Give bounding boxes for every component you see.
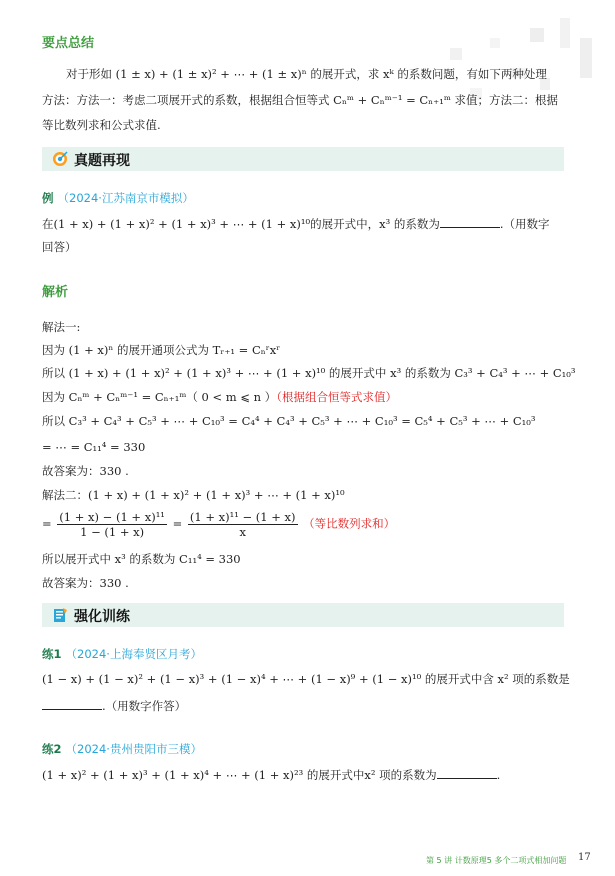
- summary-paragraph-line-1: 对于形如 (1 ± x) + (1 ± x)² + ⋯ + (1 ± x)ⁿ 的展开式，求 xᵏ 的系数问题，有如下两种处理: [66, 67, 547, 81]
- equals-sign: =: [42, 516, 52, 531]
- summary-paragraph-line-2: 方法：方法一：考虑二项展开式的系数，根据组合恒等式 Cₙᵐ + Cₙᵐ⁻¹ = Cₙ₊₁ᵐ 求值；方法二：根据: [42, 93, 559, 107]
- practice-1-question-line-2: [42, 698, 186, 714]
- footer-chapter-title: 第 5 讲 计数原理5 多个二项式相加问题: [426, 856, 567, 865]
- answer-blank[interactable]: [440, 216, 500, 228]
- answer-blank[interactable]: [437, 767, 497, 779]
- fraction-2: [188, 510, 298, 539]
- identity-text: 因为 Cₙᵐ + Cₙᵐ⁻¹ = Cₙ₊₁ᵐ（ 0 < m ⩽ n ）: [42, 390, 277, 404]
- practice-2-heading: [42, 741, 202, 757]
- practice-2-question-text: (1 + x)² + (1 + x)³ + (1 + x)⁴ + ⋯ + (1 + x)²³ 的展开式中x² 项的系数为: [42, 768, 437, 782]
- solution-line-5: 所以 C₃³ + C₄³ + C₅³ + ⋯ + C₁₀³ = C₄⁴ + C₄³ + C₅³ + ⋯ + C₁₀³ = C₅⁴ + C₅³ + ⋯ + C₁₀³: [42, 414, 536, 428]
- solution-line-3: 所以 (1 + x) + (1 + x)² + (1 + x)³ + ⋯ + (1 + x)¹⁰ 的展开式中 x³ 的系数为 C₃³ + C₄³ + ⋯ + C₁₀³: [42, 366, 576, 380]
- practice-1-question-line-1: (1 − x) + (1 − x)² + (1 − x)³ + (1 − x)⁴ + ⋯ + (1 − x)⁹ + (1 − x)¹⁰ 的展开式中含 x² 项的系数是: [42, 672, 570, 686]
- practice-2-source: （2024·贵州贵阳市三模）: [65, 742, 202, 756]
- solution-line-8: 解法二：(1 + x) + (1 + x)² + (1 + x)³ + ⋯ + (1 + x)¹⁰: [42, 488, 345, 502]
- practice-1-source: （2024·上海奉贤区月考）: [65, 647, 202, 661]
- practice-1-heading: [42, 646, 202, 662]
- example-question-end: .（用数字: [499, 217, 550, 231]
- page-number: 17: [578, 852, 591, 863]
- solution-line-1: 解法一:: [42, 320, 81, 334]
- summary-paragraph-line-3: 等比数列求和公式求值.: [42, 118, 161, 132]
- fraction-2-denominator: x: [239, 525, 246, 539]
- fraction-2-numerator: (1 + x)¹¹ − (1 + x): [189, 510, 296, 524]
- solution-line-11: 故答案为：330 .: [42, 576, 129, 590]
- answer-blank[interactable]: [42, 698, 102, 710]
- practice-2-label: 练2: [42, 742, 62, 756]
- solution-line-10: 所以展开式中 x³ 的系数为 C₁₁⁴ = 330: [42, 552, 241, 566]
- summary-title: 要点总结: [42, 36, 95, 51]
- example-label: 例: [42, 191, 54, 205]
- target-icon: [52, 151, 68, 167]
- fraction-1-denominator: 1 − (1 + x): [80, 525, 145, 539]
- example-question-line-1: [42, 216, 550, 232]
- solution-fraction-line: [42, 510, 395, 539]
- fraction-1-numerator: (1 + x) − (1 + x)¹¹: [59, 510, 165, 524]
- practice-2-question-end: .: [496, 768, 501, 782]
- example-heading: [42, 190, 194, 206]
- solution-line-6: = ⋯ = C₁₁⁴ = 330: [42, 440, 146, 454]
- practice-1-question-end: .（用数字作答）: [102, 699, 187, 713]
- section-title-real-exam: 真题再现: [74, 153, 130, 169]
- section-banner-real-exam: [42, 147, 564, 171]
- fraction-1: [57, 510, 167, 539]
- annotation-geometric-sum: （等比数列求和）: [303, 516, 396, 531]
- solution-title: 解析: [42, 285, 69, 300]
- equals-sign: =: [172, 516, 183, 531]
- example-question-line-2: 回答）: [42, 240, 77, 254]
- section-title-practice: 强化训练: [74, 609, 130, 625]
- section-banner-practice: [42, 603, 564, 627]
- example-source: （2024·江苏南京市模拟）: [57, 191, 194, 205]
- example-question-text: 在(1 + x) + (1 + x)² + (1 + x)³ + ⋯ + (1 + x)¹⁰的展开式中，x³ 的系数为: [42, 217, 440, 231]
- solution-line-4: [42, 390, 397, 405]
- notebook-icon: [52, 607, 68, 623]
- solution-line-7: 故答案为：330 .: [42, 464, 129, 478]
- practice-1-label: 练1: [42, 647, 62, 661]
- practice-2-question-line-1: [42, 767, 500, 783]
- annotation-combination-identity: （根据组合恒等式求值）: [276, 390, 397, 404]
- solution-line-2: 因为 (1 + x)ⁿ 的展开通项公式为 Tᵣ₊₁ = Cₙʳxʳ: [42, 343, 281, 357]
